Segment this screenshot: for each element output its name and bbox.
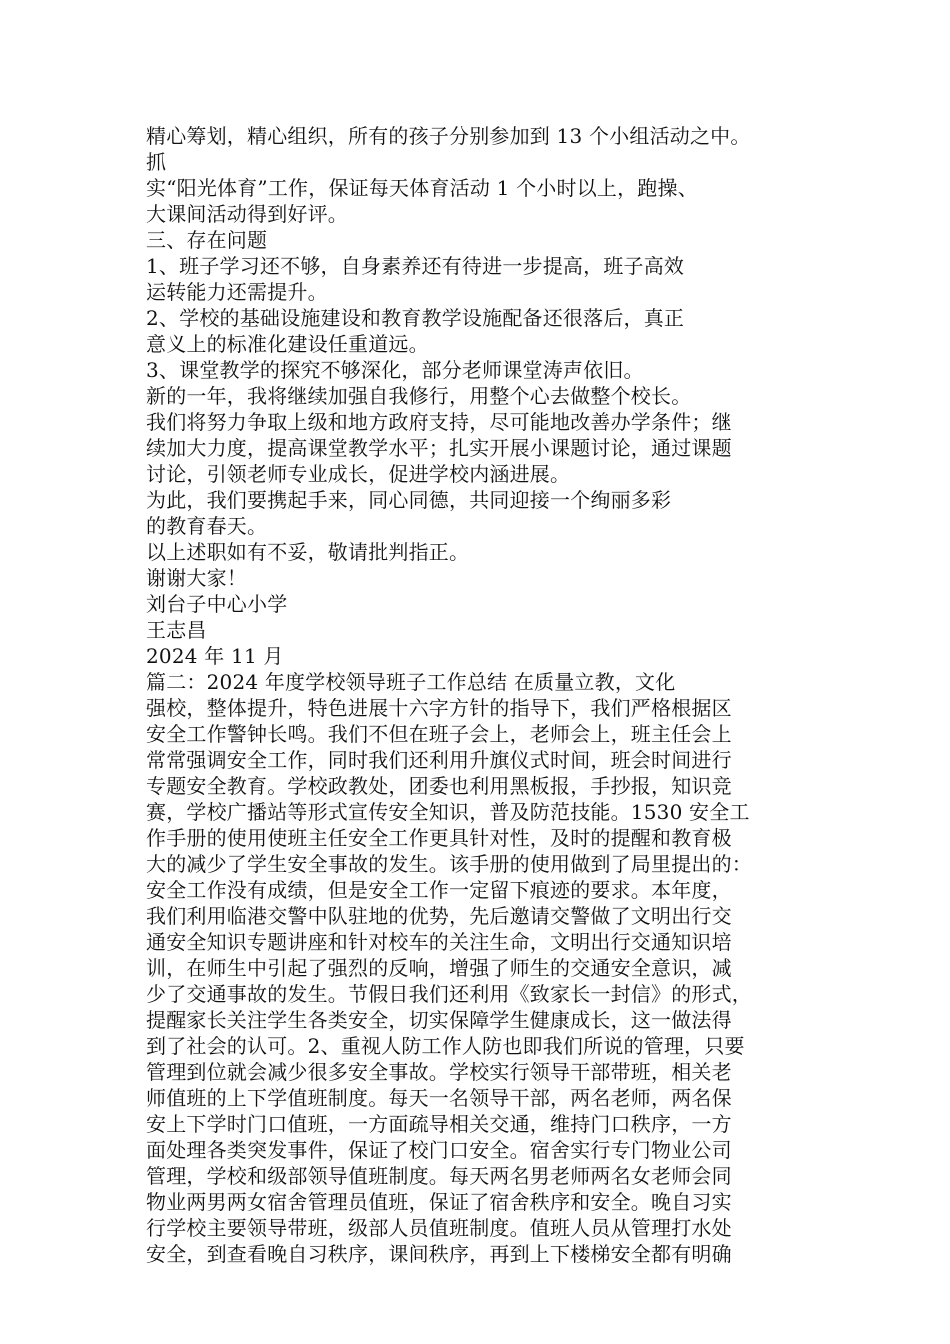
text-line: 新的一年，我将继续加强自我修行，用整个心去做整个校长。: [146, 384, 692, 408]
text-line: 行学校主要领导带班，级部人员值班制度。值班人员从管理打水处: [146, 1216, 732, 1240]
text-line: 管理到位就会减少很多安全事故。学校实行领导干部带班，相关老: [146, 1060, 732, 1084]
text-line: 篇二：2024 年度学校领导班子工作总结 在质量立教，文化: [146, 670, 676, 694]
text-line: 我们将努力争取上级和地方政府支持，尽可能地改善办学条件；继: [146, 410, 732, 434]
text-line: 的教育春天。: [146, 514, 268, 538]
text-line: 训，在师生中引起了强烈的反响，增强了师生的交通安全意识，减: [146, 956, 732, 980]
text-line: 提醒家长关注学生各类安全，切实保障学生健康成长，这一做法得: [146, 1008, 732, 1032]
text-line: 大课间活动得到好评。: [146, 202, 348, 226]
text-line: 通安全知识专题讲座和针对校车的关注生命，文明出行交通知识培: [146, 930, 732, 954]
text-line: 续加大力度，提高课堂教学水平；扎实开展小课题讨论，通过课题: [146, 436, 732, 460]
text-line: 安全工作警钟长鸣。我们不但在班子会上，老师会上，班主任会上: [146, 722, 732, 746]
text-line: 意义上的标准化建设任重道远。: [146, 332, 429, 356]
text-line: 赛，学校广播站等形式宣传安全知识，普及防范技能。1530 安全工: [146, 800, 750, 824]
text-line: 运转能力还需提升。: [146, 280, 328, 304]
text-line: 我们利用临港交警中队驻地的优势，先后邀请交警做了文明出行交: [146, 904, 732, 928]
text-line: 3、课堂教学的探究不够深化，部分老师课堂涛声依旧。: [146, 358, 644, 382]
text-line: 实“阳光体育”工作，保证每天体育活动 1 个小时以上，跑操、: [146, 176, 698, 200]
text-line: 讨论，引领老师专业成长，促进学校内涵进展。: [146, 462, 571, 486]
text-line: 常常强调安全工作，同时我们还利用升旗仪式时间，班会时间进行: [146, 748, 732, 772]
text-line: 面处理各类突发事件，保证了校门口安全。宿舍实行专门物业公司: [146, 1138, 732, 1162]
text-line: 专题安全教育。学校政教处，团委也利用黑板报，手抄报，知识竞: [146, 774, 732, 798]
signature-name: 王志昌: [146, 618, 207, 642]
section-heading: 三、存在问题: [146, 228, 268, 252]
text-line: 大的减少了学生安全事故的发生。该手册的使用做到了局里提出的：: [146, 852, 752, 876]
text-line: 谢谢大家！: [146, 566, 247, 590]
text-line: 到了社会的认可。2、重视人防工作人防也即我们所说的管理，只要: [146, 1034, 745, 1058]
text-line: 师值班的上下学值班制度。每天一名领导干部，两名老师，两名保: [146, 1086, 732, 1110]
text-line: 抓: [146, 150, 167, 174]
text-line: 安全，到查看晚自习秩序，课间秩序，再到上下楼梯安全都有明确: [146, 1242, 732, 1266]
text-line: 安上下学时门口值班，一方面疏导相关交通，维持门口秩序，一方: [146, 1112, 732, 1136]
text-line: 精心筹划，精心组织，所有的孩子分别参加到 13 个小组活动之中。: [146, 124, 751, 148]
text-line: 管理，学校和级部领导值班制度。每天两名男老师两名女老师会同: [146, 1164, 732, 1188]
text-line: 物业两男两女宿舍管理员值班，保证了宿舍秩序和安全。晚自习实: [146, 1190, 732, 1214]
text-line: 以上述职如有不妥，敬请批判指正。: [146, 540, 470, 564]
signature-date: 2024 年 11 月: [146, 644, 284, 668]
text-line: 为此，我们要携起手来，同心同德，共同迎接一个绚丽多彩: [146, 488, 672, 512]
text-line: 2、学校的基础设施建设和教育教学设施配备还很落后，真正: [146, 306, 685, 330]
text-line: 1、班子学习还不够，自身素养还有待进一步提高，班子高效: [146, 254, 685, 278]
text-line: 安全工作没有成绩，但是安全工作一定留下痕迹的要求。本年度，: [146, 878, 732, 902]
text-line: 少了交通事故的发生。节假日我们还利用《致家长一封信》的形式，: [146, 982, 752, 1006]
text-line: 强校，整体提升，特色进展十六字方针的指导下，我们严格根据区: [146, 696, 732, 720]
signature-school: 刘台子中心小学: [146, 592, 288, 616]
text-line: 作手册的使用使班主任安全工作更具针对性，及时的提醒和教育极: [146, 826, 732, 850]
